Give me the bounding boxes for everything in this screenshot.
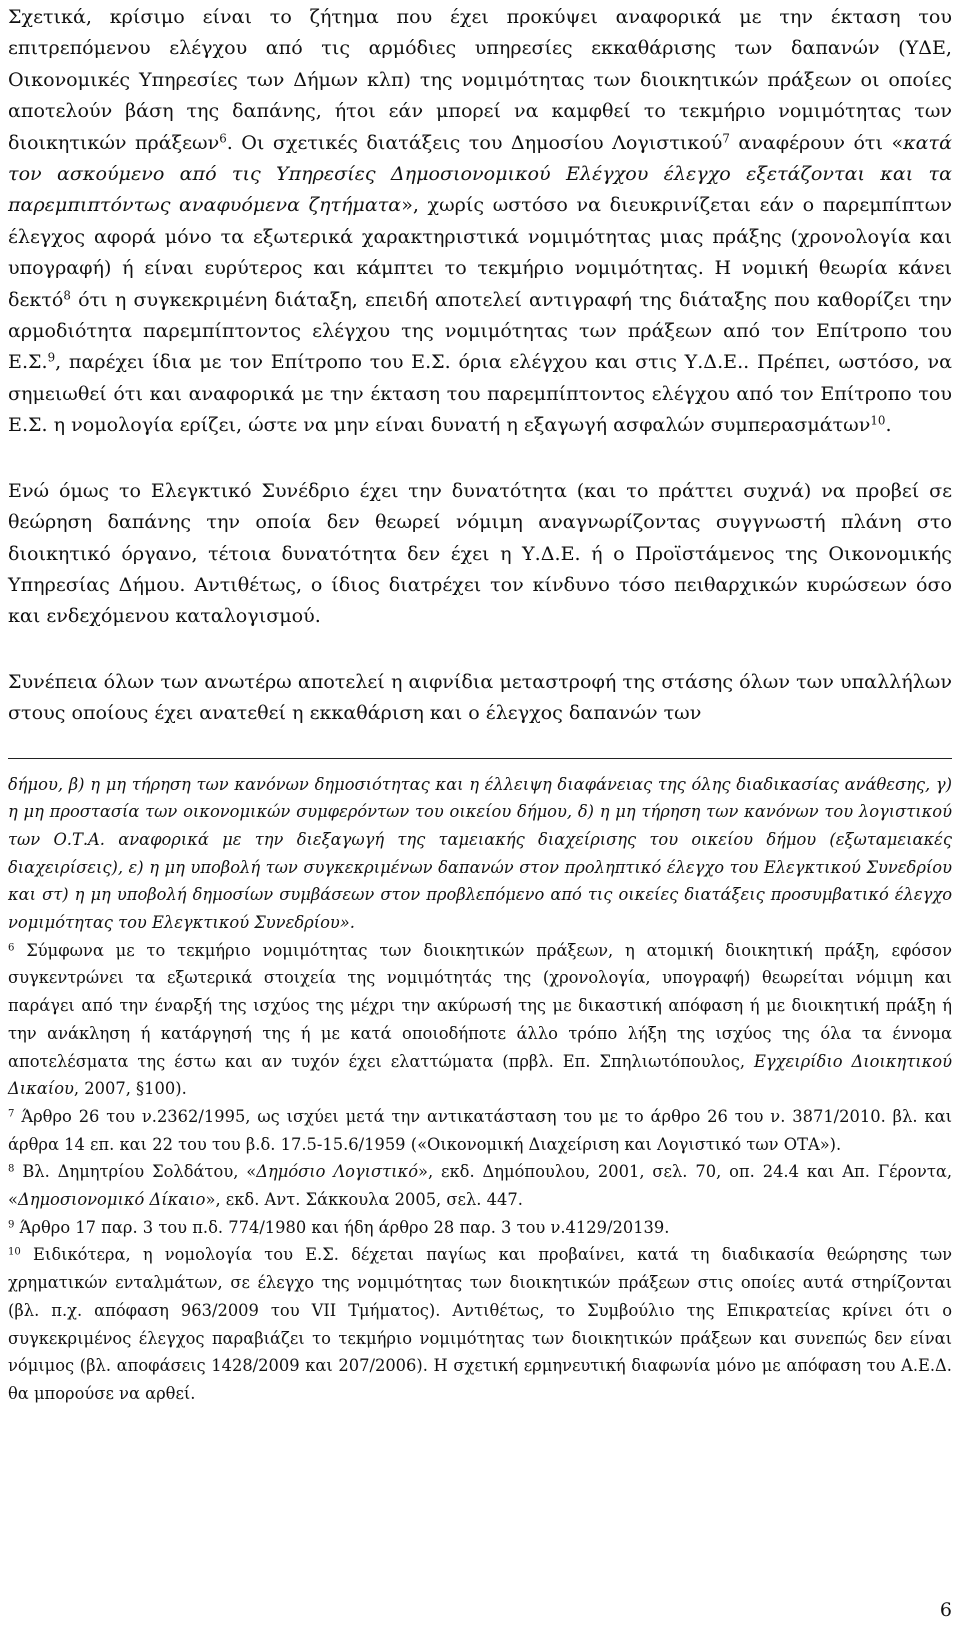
footnotes-section <box>8 771 952 1408</box>
footnote-9: $^9$ Άρθρο 17 παρ. 3 του π.δ. 774/1980 και ήδη άρθρο 28 παρ. 3 του ν.4129/20139. <box>8 1217 670 1237</box>
body-paragraph-2: Ενώ όμως το Ελεγκτικό Συνέδριο έχει την δυνατότητα (και το πράττει συχνά) να προβεί σε θεώρηση δαπάνης την οποία δεν θεωρεί νόμιμη αναγνωρίζοντας συγγνωστή πλάνη στο διοικητικό όργανο, τέτοια δυνατότητα δεν έχει η Υ.Δ.Ε. ή ο Προϊστάμενος της Οικονομικής Υπηρεσίας Δήμου. Αντιθέτως, ο ίδιος διατρέχει τον κίνδυνο τόσο πειθαρχικών κυρώσεων όσο και ενδεχόμενου καταλογισμού. <box>8 478 952 628</box>
footnote-ref-8[interactable]: 8 <box>63 288 71 303</box>
footnote-5-continued: δήμου, β) η μη τήρηση των κανόνων δημοσιότητας και η έλλειψη διαφάνειας της όλης διαδικασίας ανάθεσης, γ) η μη προστασία των οικονομικών συμφερόντων του οικείου δήμου, δ) η μη τήρηση των κανόνων του λογιστικού των Ο.Τ.Α. αναφορικά με την διεξαγωγή της ταμειακής διαχείρισης του οικείου δήμου (εξωταμειακές διαχειρίσεις), ε) η μη υποβολή των συγκεκριμένων δαπανών στον προληπτικό έλεγχο του Ελεγκτικού Συνεδρίου και στ) η μη υποβολή δημοσίων συμβάσεων στον προβλεπόμενο από τις οικείες διατάξεις προσυμβατικό έλεγχο νομιμότητας του Ελεγκτικού Συνεδρίου». <box>8 774 952 933</box>
page-number: 6 <box>939 1599 952 1621</box>
footnote-ref-7[interactable]: 7 <box>722 131 730 146</box>
footnote-number: 9 <box>8 1219 15 1231</box>
footnote-number: 6 <box>8 942 15 954</box>
footnote-ref-6[interactable]: 6 <box>219 131 227 146</box>
footnote-ref-10[interactable]: 10 <box>870 413 886 428</box>
quoted-provision: κατά τον ασκούμενο από τις Υπηρεσίες Δημοσιονομικού Ελέγχου έλεγχο εξετάζονται και τα παρεμπιπτόντως αναφυόμενα ζητήματα <box>8 130 952 217</box>
body-paragraph-1: Σχετικά, κρίσιμο είναι το ζήτημα που έχει προκύψει αναφορικά με την έκταση του επιτρεπόμενου ελέγχου από τις αρμόδιες υπηρεσίες εκκαθάρισης των δαπανών (ΥΔΕ, Οικονομικές Υπηρεσίες των Δήμων κλπ) της νομιμότητας των διοικητικών πράξεων οι οποίες αποτελούν βάση της δαπάνης, ήτοι εάν μπορεί να καμφθεί το τεκμήριο νομιμότητας των διοικητικών πράξεων$^6$. Οι σχετικές διατάξεις του Δημοσίου Λογιστικού$^7$ αναφέρουν ότι «κατά τον ασκούμενο από τις Υπηρεσίες Δημοσιονομικού Ελέγχου έλεγχο εξετάζονται και τα παρεμπιπτόντως αναφυόμενα ζητήματα», χωρίς ωστόσο να διευκρινίζεται εάν ο παρεμπίπτων έλεγχος αφορά μόνο τα εξωτερικά χαρακτηριστικά νομιμότητας μιας πράξης (χρονολογία και υπογραφή) ή είναι ευρύτερος και κάμπτει το τεκμήριο νομιμότητας. Η νομική θεωρία κάνει δεκτό$^8$ ότι η συγκεκριμένη διάταξη, επειδή αποτελεί αντιγραφή της διάταξης που καθορίζει την αρμοδιότητα παρεμπίπτοντος ελέγχου της νομιμότητας των πράξεων από τον Επίτροπο του Ε.Σ.$^9$, παρέχει ίδια με τον Επίτροπο του Ε.Σ. όρια ελέγχου και στις Υ.Δ.Ε.. Πρέπει, ωστόσο, να σημειωθεί ότι και αναφορικά με την έκταση του παρεμπίπτοντος ελέγχου από τον Επίτροπο του Ε.Σ. η νομολογία ερίζει, ώστε να μην είναι δυνατή η εξαγωγή ασφαλών συμπερασμάτων$^{10}$. <box>8 5 952 437</box>
footnote-separator <box>8 758 952 759</box>
footnote-7: $^7$ Άρθρο 26 του ν.2362/1995, ως ισχύει μετά την αντικατάσταση του με το άρθρο 26 του ν. 3871/2010. βλ. και άρθρα 14 επ. και 22 του του β.δ. 17.5-15.6/1959 («Οικονομική Διαχείριση και Λογιστικό των ΟΤΑ»). <box>8 1106 952 1154</box>
body-paragraph-3: Συνέπεια όλων των ανωτέρω αποτελεί η αιφνίδια μεταστροφή της στάσης όλων των υπαλλήλων στους οποίους έχει ανατεθεί η εκκαθάριση και ο έλεγχος δαπανών των <box>8 669 952 725</box>
footnote-number: 8 <box>8 1163 15 1175</box>
footnote-number: 7 <box>8 1108 15 1120</box>
footnote-10: $^{10}$ Ειδικότερα, η νομολογία του Ε.Σ. δέχεται παγίως και προβαίνει, κατά τη διαδικασία θεώρησης των χρηματικών ενταλμάτων, σε έλεγχο της νομιμότητας των διοικητικών πράξεων στις οποίες αυτά στηρίζονται (βλ. π.χ. απόφαση 963/2009 του VII Τμήματος). Αντιθέτως, το Συμβούλιο της Επικρατείας κρίνει ότι ο συγκεκριμένος έλεγχος παραβιάζει το τεκμήριο νομιμότητας των διοικητικών πράξεων και συνεπώς δεν είναι νόμιμος (βλ. αποφάσεις 1428/2009 και 207/2006). Η σχετική ερμηνευτική διαφωνία μόνο με απόφαση του Α.Ε.Δ. θα μπορούσε να αρθεί. <box>8 1245 952 1403</box>
footnote-ref-9[interactable]: 9 <box>47 350 56 365</box>
footnote-8: $^8$ Βλ. Δημητρίου Σολδάτου, «Δημόσιο Λογιστικό», εκδ. Δημόπουλου, 2001, σελ. 70, οπ. 24.4 και Απ. Γέροντα, «Δημοσιονομικό Δίκαιο», εκδ. Αντ. Σάκκουλα 2005, σελ. 447. <box>8 1162 953 1210</box>
footnote-number: 10 <box>8 1246 21 1258</box>
footnote-6: $^6$ Σύμφωνα με το τεκμήριο νομιμότητας των διοικητικών πράξεων, η ατομική διοικητική πράξη, εφόσον συγκεντρώνει τα εξωτερικά στοιχεία της νομιμότητάς της (χρονολογία, υπογραφή) θεωρείται νόμιμη και παράγει από την έναρξή της ισχύος της μέχρι την ακύρωσή της με δικαστική απόφαση ή με διοικητική πράξη ή την ανάκληση ή κατάργησή της ή με κατά οποιοδήποτε άλλο τρόπο λήξη της ισχύος της όλα τα έννομα αποτελέσματα της έστω και αν τυχόν έχει ελαττώματα (πρβλ. Επ. Σπηλιωτόπουλος, Εγχειρίδιο Διοικητικού Δικαίου, 2007, §100). <box>8 940 952 1099</box>
document-page <box>8 0 952 1408</box>
